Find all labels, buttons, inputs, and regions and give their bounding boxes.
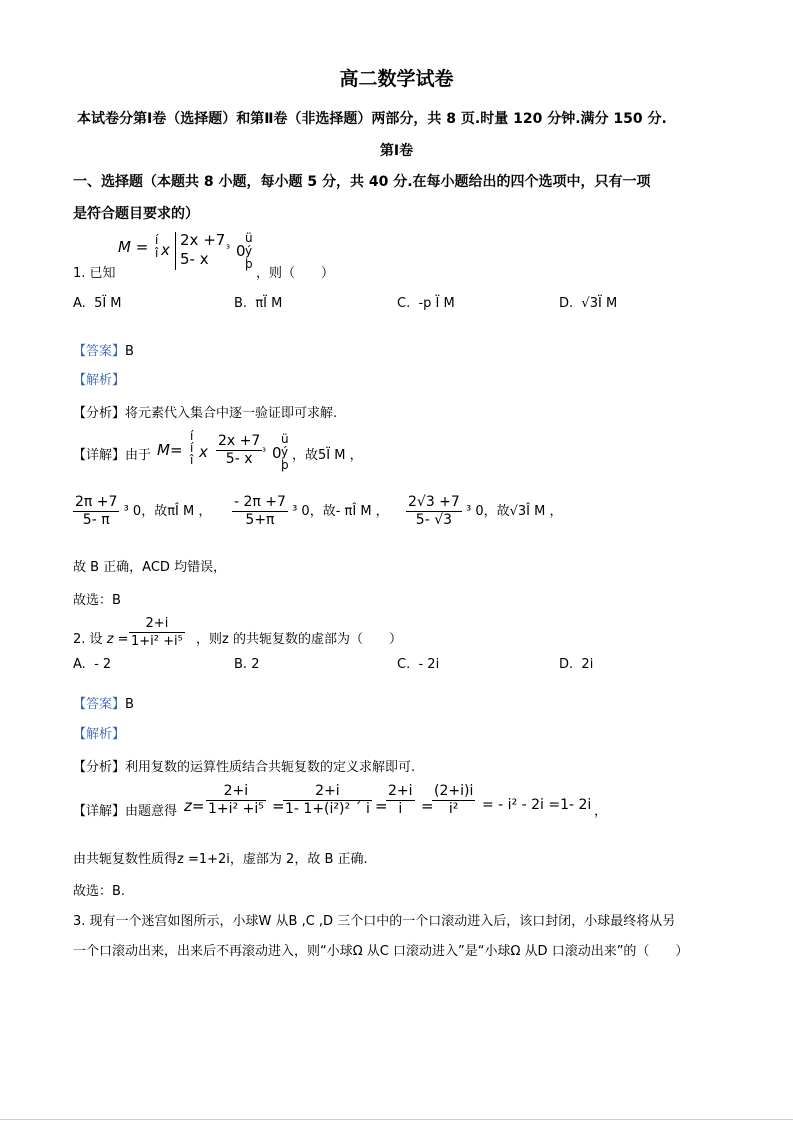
q1-option-b: B. πÏ M <box>234 296 283 311</box>
q1-stem-fraction <box>180 231 225 269</box>
q1-var-x: x <box>161 241 170 259</box>
q1-frac-num: 2x +7 <box>180 231 226 249</box>
q1-check-2: $\frac{- 2\pi +7}{5+\pi}$ ³ 0，故- πÎ M ， <box>234 494 389 528</box>
q1-detail-zero: 0 <box>272 444 282 462</box>
q1-set-name: M <box>118 238 131 256</box>
q2-detail-frac3: $\frac{2+i}{i}$ <box>388 783 413 817</box>
q1-right-brace <box>245 232 253 271</box>
volume-heading: 第Ⅰ卷 <box>379 143 414 159</box>
q2-conjugate: 由共轭复数性质得z =1+2i，虚部为 2，故 B 正确. <box>73 852 368 867</box>
q1-rbrace-mid: ý <box>245 244 253 258</box>
q2-option-d: D. 2i <box>559 657 594 672</box>
q2-option-b: B. 2 <box>234 657 260 672</box>
q2-detail-prefix: 【详解】由题意得 <box>73 804 178 819</box>
q1-left-brace <box>155 234 158 260</box>
q2-stem-suffix: ，则z 的共轭复数的虚部为（ ） <box>196 632 402 647</box>
q2-detail-end: ， <box>594 804 608 819</box>
q1-set-bar <box>175 232 176 270</box>
q2-stem: 2. 设 z = <box>73 632 129 647</box>
q1-frac-den: 5- x <box>180 250 209 268</box>
q1-detail-left-brace: í í î <box>190 429 194 467</box>
q1-eq: = <box>135 238 149 256</box>
q1-brace-low: î <box>155 246 159 260</box>
q2-detail-frac2: $\frac{2+i}{\text{1- 1+(i²)² ´ i}}$ <box>285 783 370 817</box>
q1-answer: 【答案】B <box>73 344 134 359</box>
q1-rbrace-top: ü <box>245 231 253 245</box>
q2-option-c: C. - 2i <box>397 657 440 672</box>
q1-brace-top: í <box>155 233 159 247</box>
q1-check-1: $\frac{2\pi +7}{5- \pi}$ ³ 0，故πÎ M ， <box>75 494 212 528</box>
q1-detail-x: x <box>199 443 208 461</box>
q1-geq: ³ <box>226 244 231 255</box>
q2-detail-frac4: $\frac{(2+i)i}{\text{i²}}$ <box>434 783 474 817</box>
q2-detail-z: z= <box>184 797 205 815</box>
q1-check-3: $\frac{2√3 +7}{5- √3}$ ³ 0，故√3Î M ， <box>408 494 563 528</box>
q2-detail-frac1: $\frac{2+i}{\text{1+i² +i⁵}}$ <box>208 783 264 817</box>
page-title: 高二数学试卷 <box>339 68 454 90</box>
q2-detail-eq1: = <box>272 797 285 815</box>
q1-detail-right-brace: ü ý þ <box>281 432 289 472</box>
exam-intro: 本试卷分第Ⅰ卷（选择题）和第Ⅱ卷（非选择题）两部分，共 8 页.时量 120 分钟.满分 150 分. <box>77 111 667 127</box>
q1-analysis-tag: 【解析】 <box>73 373 126 388</box>
q3-line2: 一个口滚动出来，出来后不再滚动进入，则“小球Ω 从C 口滚动进入”是“小球Ω 从D 口滚动出来”的（ ） <box>73 944 689 959</box>
q2-choice: 故选：B. <box>73 884 126 899</box>
q2-detail-eq3: = <box>421 797 434 815</box>
q2-analysis-tag: 【解析】 <box>73 727 126 742</box>
section-heading-line2: 是符合题目要求的） <box>73 206 199 222</box>
q1-prefix: 1. 已知 <box>73 266 116 281</box>
q1-set-M <box>118 238 148 256</box>
q1-choice: 故选：B <box>73 593 121 608</box>
q2-detail-eq2: = <box>375 797 388 815</box>
q1-option-a: A. 5Ï M <box>73 296 122 311</box>
q2-stem-fraction: $\frac{2+i}{\text{1+i² +i⁵}}$ <box>131 616 183 649</box>
section-heading-line1: 一、选择题（本题共 8 小题，每小题 5 分，共 40 分.在每小题给出的四个选项中，只有一项 <box>73 174 651 190</box>
q1-detail-suffix: ，故5Ï M ， <box>292 448 363 463</box>
q1-option-d: D. √3Ï M <box>559 296 618 311</box>
q1-zero: 0 <box>236 242 246 260</box>
q1-detail-prefix: 【详解】由于 <box>73 448 152 463</box>
q1-detail-set: M= <box>157 441 183 459</box>
q2-detail-tail: = - i² - 2i =1- 2i <box>482 797 592 813</box>
q1-conclusion: 故 B 正确，ACD 均错误， <box>73 560 227 575</box>
q2-fenxi: 【分析】利用复数的运算性质结合共轭复数的定义求解即可. <box>73 760 416 775</box>
q1-option-c: C. -p Ï M <box>397 296 455 311</box>
q3-line1: 3. 现有一个迷宫如图所示，小球W 从B ,C ,D 三个口中的一个口滚动进入后，该口封闭，小球最终将从另 <box>73 914 676 929</box>
q2-option-a: A. - 2 <box>73 657 112 672</box>
q2-answer: 【答案】B <box>73 697 134 712</box>
page-bottom-divider <box>0 1119 793 1120</box>
q1-detail-fraction: $\frac{2x +7}{5- x}$ <box>218 433 261 467</box>
q1-fenxi: 【分析】将元素代入集合中逐一验证即可求解. <box>73 406 338 421</box>
q1-rbrace-low: þ <box>245 257 253 271</box>
q1-suffix: ，则（ ） <box>256 266 335 281</box>
q1-detail-geq: ³ <box>262 447 267 458</box>
